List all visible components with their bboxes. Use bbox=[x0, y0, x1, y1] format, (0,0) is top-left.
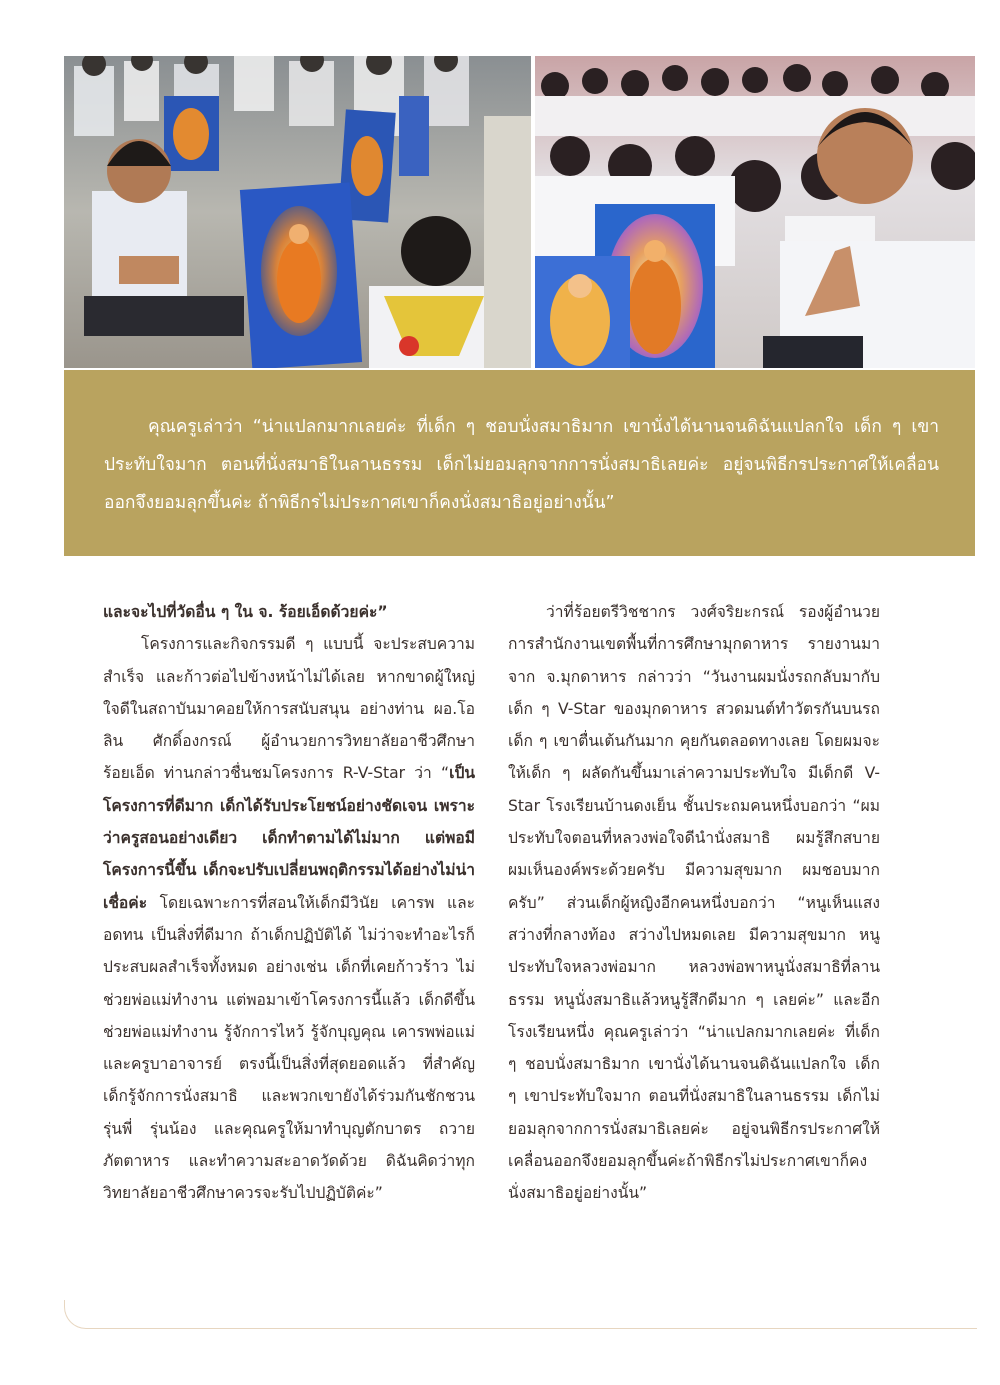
pull-quote-text: คุณครูเล่าว่า “น่าแปลกมากเลยค่ะ ที่เด็ก ๆ ชอบนั่งสมาธิมาก เขานั่งได้นานจนดิฉันแปลกใจ เด็ก ๆ เขาประทับใจมาก ตอนที่นั่งสมาธิในลานธรรม เด็กไม่ยอมลุกจากการนั่งสมาธิเลยค่ะ อยู่จนพิธีกรประกาศให้เคลื่อนออกจึงยอมลุกขึ้นค่ะ ถ้าพิธีกรไม่ประกาศเขาก็คงนั่งสมาธิอยู่อย่างนั้น” bbox=[104, 417, 939, 513]
photo-praying-students-art bbox=[535, 56, 975, 368]
photo-meditating-students-art bbox=[64, 56, 531, 368]
article-column-right bbox=[508, 596, 880, 1210]
photo-praying-students bbox=[535, 56, 975, 368]
article-column-left bbox=[103, 596, 475, 1210]
page-frame-corner bbox=[64, 1300, 977, 1329]
director-paragraph-intro: โครงการและกิจกรรมดี ๆ แบบนี้ จะประสบความสำเร็จ และก้าวต่อไปข้างหน้าไม่ได้เลย หากขาดผู้ใหญ่ใจดีในสถาบันมาคอยให้การสนับสนุน อย่างท่าน ผอ.โอลิน ศักดิ์องกรณ์ ผู้อำนวยการวิทยาลัยอาชีวศึกษาร้อยเอ็ด ท่านกล่าวชื่นชมโครงการ R-V-Star ว่า “ bbox=[103, 635, 475, 783]
deputy-director-paragraph: ว่าที่ร้อยตรีวิชชากร วงศ์จริยะกรณ์ รองผู้อำนวยการสำนักงานเขตพื้นที่การศึกษามุกดาหาร รายงานมาจาก จ.มุกดาหาร กล่าวว่า “วันงานผมนั่งรถกลับมากับเด็ก ๆ V-Star ของมุกดาหาร สวดมนต์ทำวัตรกันบนรถ เด็ก ๆ เขาตื่นเต้นกันมาก คุยกันตลอดทางเลย โดยผมจะให้เด็ก ๆ ผลัดกันขึ้นมาเล่าความประทับใจ มีเด็กดี V-Star โรงเรียนบ้านดงเย็น ชั้นประถมคนหนึ่งบอกว่า “ผมประทับใจตอนที่หลวงพ่อใจดีนำนั่งสมาธิ ผมรู้สึกสบาย ผมเห็นองค์พระด้วยครับ มีความสุขมาก ผมชอบมากครับ” ส่วนเด็กผู้หญิงอีกคนหนึ่งบอกว่า “หนูเห็นแสงสว่างที่กลางท้อง สว่างไปหมดเลย มีความสุขมาก หนูประทับใจหลวงพ่อมาก หลวงพ่อพาหนูนั่งสมาธิที่ลานธรรม หนูนั่งสมาธิแล้วหนูรู้สึกดีมาก ๆ เลยค่ะ” และอีกโรงเรียนหนึ่ง คุณครูเล่าว่า “น่าแปลกมากเลยค่ะ ที่เด็ก ๆ ชอบนั่งสมาธิมาก เขานั่งได้นานจนดิฉันแปลกใจ เด็ก ๆ เขาประทับใจมาก ตอนที่นั่งสมาธิในลานธรรม เด็กไม่ยอมลุกจากการนั่งสมาธิเลยค่ะ อยู่จนพิธีกรประกาศให้เคลื่อนออกจึงยอมลุกขึ้นค่ะถ้าพิธีกรไม่ประกาศเขาก็คงนั่งสมาธิอยู่อย่างนั้น” bbox=[508, 603, 880, 1203]
pull-quote-box bbox=[64, 370, 975, 556]
director-quote-emphasis: เป็นโครงการที่ดีมาก เด็กได้รับประโยชน์อย่างชัดเจน เพราะว่าครูสอนอย่างเดียว เด็กทำตามได้ไม่มาก แต่พอมีโครงการนี้ขึ้น เด็กจะปรับเปลี่ยนพฤติกรรมได้อย่างไม่น่าเชื่อค่ะ bbox=[103, 764, 475, 912]
director-paragraph bbox=[103, 628, 475, 1209]
director-paragraph-rest: โดยเฉพาะการที่สอนให้เด็กมีวินัย เคารพ และอดทน เป็นสิ่งที่ดีมาก ถ้าเด็กปฏิบัติได้ ไม่ว่าจะทำอะไรก็ประสบผลสำเร็จทั้งหมด อย่างเช่น เด็กที่เคยก้าวร้าว ไม่ช่วยพ่อแม่ทำงาน แต่พอมาเข้าโครงการนี้แล้ว เด็กดีขึ้น ช่วยพ่อแม่ทำงาน รู้จักการไหว้ รู้จักบุญคุณ เคารพพ่อแม่ และครูบาอาจารย์ ตรงนี้เป็นสิ่งที่สุดยอดแล้ว ที่สำคัญเด็กรู้จักการนั่งสมาธิ และพวกเขายังได้ร่วมกันชักชวนรุ่นพี่ รุ่นน้อง และคุณครูให้มาทำบุญตักบาตร ถวายภัตตาหาร และทำความสะอาดวัดด้วย ดิฉันคิดว่าทุกวิทยาลัยอาชีวศึกษาควรจะรับไปปฏิบัติค่ะ” bbox=[103, 893, 475, 1203]
lead-line: และจะไปที่วัดอื่น ๆ ใน จ. ร้อยเอ็ดด้วยค่ะ” bbox=[103, 603, 388, 621]
photo-meditating-students bbox=[64, 56, 531, 368]
